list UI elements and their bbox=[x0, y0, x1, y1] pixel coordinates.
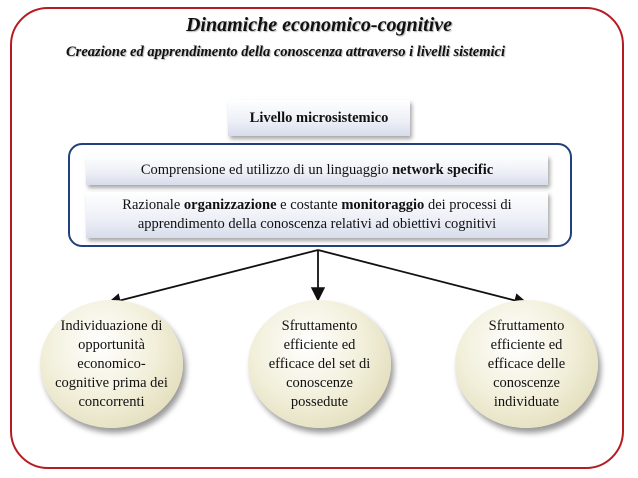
arrow-left bbox=[110, 250, 318, 303]
language-bold: network specific bbox=[392, 162, 494, 178]
level-label: Livello microsistemico bbox=[228, 100, 410, 136]
diagram-title: Dinamiche economico-cognitive bbox=[185, 14, 453, 36]
org-text-1: Razionale bbox=[122, 197, 184, 213]
language-text: Comprensione ed utilizzo di un linguaggio bbox=[140, 162, 393, 178]
org-bold-1: organizzazione bbox=[183, 197, 277, 213]
org-text-3: dei processi di apprendimento della conoscenza relativi ad obiettivi cognitivi bbox=[137, 197, 512, 232]
outcome-text-2: Sfruttamento efficiente ed efficace del set di conoscenze possedute bbox=[268, 317, 371, 410]
outcome-text-3: Sfruttamento efficiente ed efficace delle conoscenze individuate bbox=[487, 317, 566, 410]
arrow-right bbox=[318, 250, 525, 303]
diagram-subtitle: Creazione ed apprendimento della conoscenza attraverso i livelli sistemici bbox=[66, 44, 506, 60]
outcome-oval-1 bbox=[40, 300, 183, 428]
outcome-text-1: Individuazione di opportunità economico-cognitive prima dei concorrenti bbox=[55, 317, 168, 410]
org-bold-2: monitoraggio bbox=[341, 197, 425, 213]
outcome-oval-2 bbox=[248, 300, 391, 428]
org-text-2: e costante bbox=[276, 197, 342, 213]
outcome-oval-3 bbox=[455, 300, 598, 428]
